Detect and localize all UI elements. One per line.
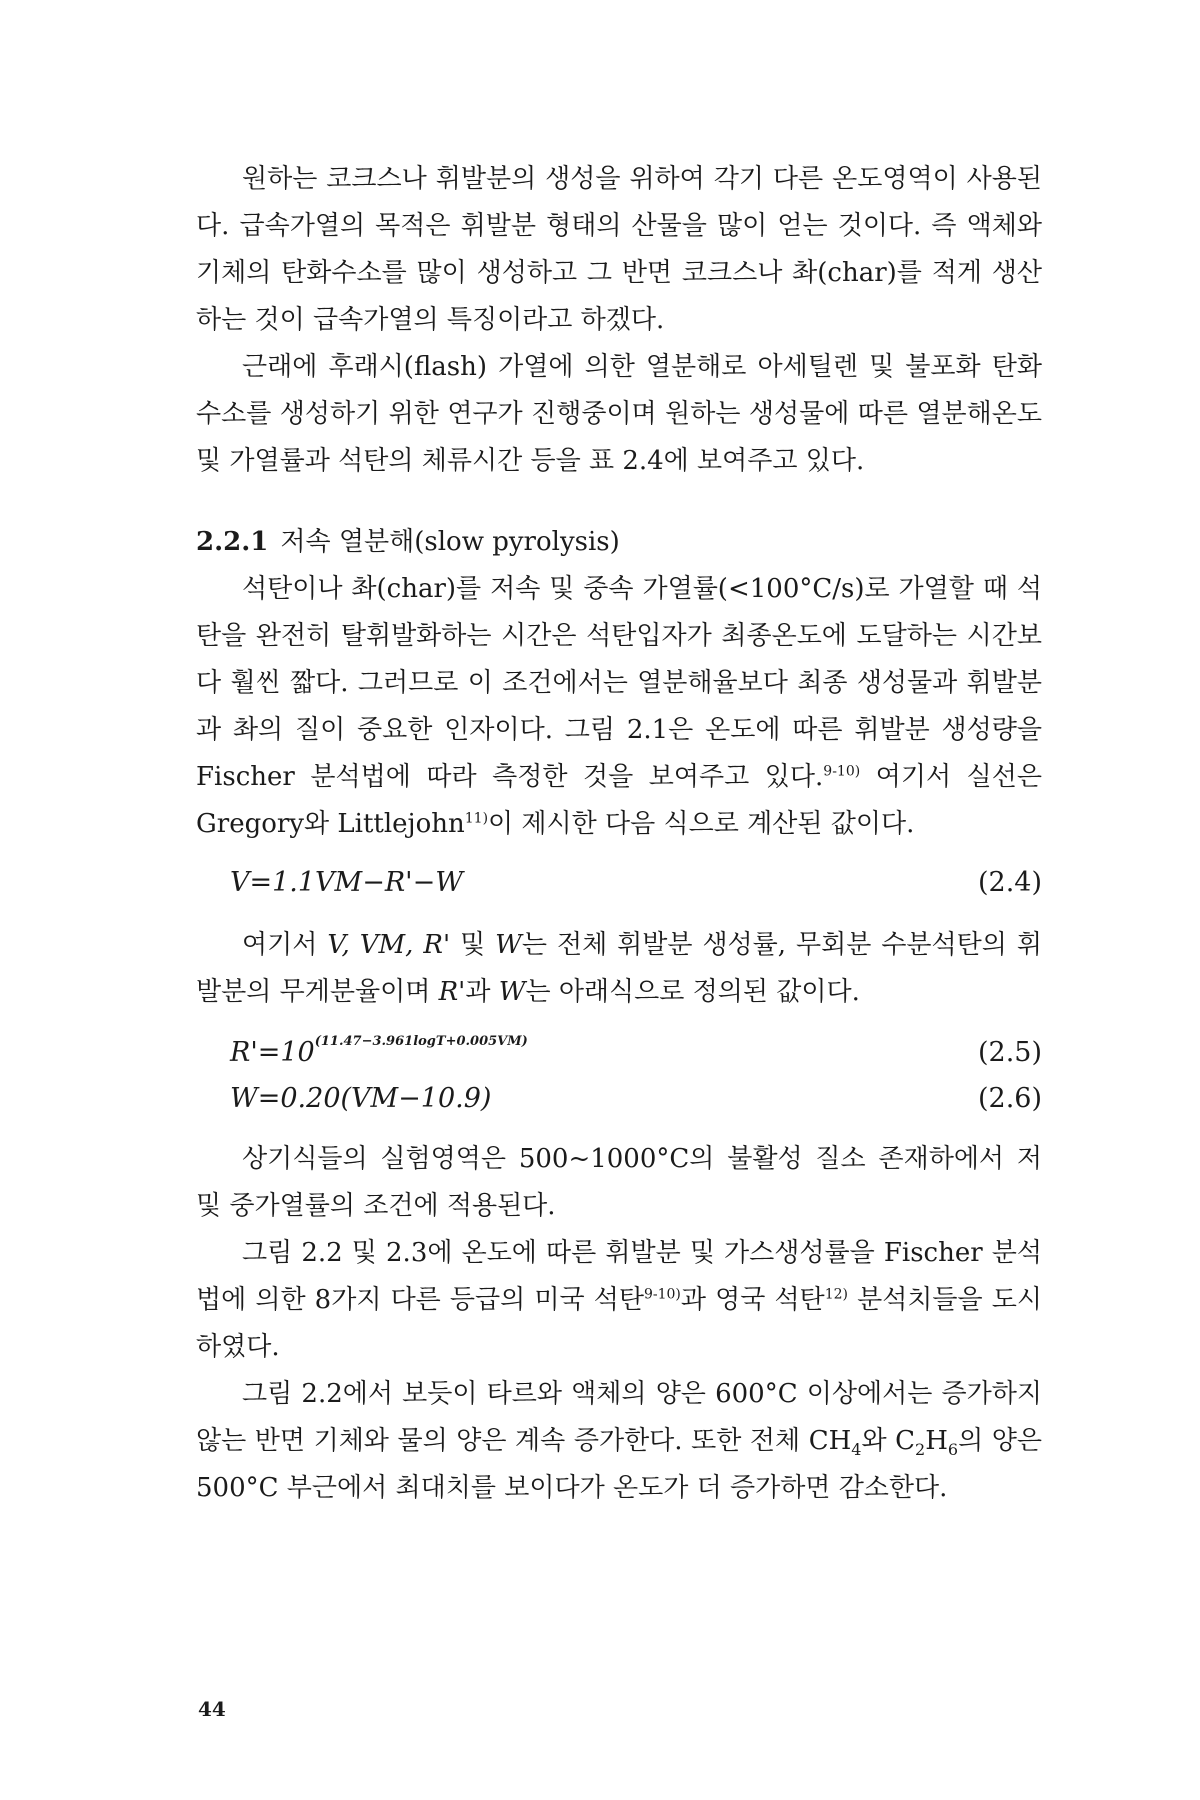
paragraph-4-text-b: 및 [450,930,496,960]
equation-expression: V=1.1VM−R'−W [230,867,463,898]
variable: W [495,930,522,960]
equation-exponent: (11.47−3.961logT+0.005VM) [314,1034,528,1049]
paragraph-7 [196,1371,1042,1512]
paragraph-4-text-e: 는 아래식으로 정의된 값이다. [525,977,860,1007]
section-heading [196,519,1042,566]
equation-2-6 [196,1076,1042,1122]
paragraph-6-text-b: 과 영국 석탄 [680,1285,825,1315]
paragraph-3-text-c: 이 제시한 다음 식으로 계산된 값이다. [488,809,915,839]
subscript: 2 [915,1440,926,1460]
paragraph-7-text-b: 와 C [861,1426,916,1456]
citation: 9-10) [823,763,861,780]
citation: 12) [824,1286,848,1303]
variable: V, VM, R' [327,930,451,960]
paragraph-4-text: 여기서 [242,930,328,960]
citation: 11) [464,810,489,827]
paragraph-7-text-c: H [925,1426,948,1456]
subscript: 4 [851,1440,862,1460]
equation-lhs: R'=10 [230,1037,315,1068]
paragraph-4-text-c: 는 전체 휘발분 생성률, 무회분 수분석탄의 휘발분의 무게분율이며 [196,930,1042,1007]
paragraph-4-text-d: 과 [465,977,499,1007]
paragraph-7-text: 그림 2.2에서 보듯이 타르와 액체의 양은 600°C 이상에서는 증가하지 않는 반면 기체와 물의 양은 계속 증가한다. 또한 전체 CH [196,1379,1042,1456]
paragraph-4 [196,922,1042,1016]
paragraph-7-text-d: 의 양은 500°C 부근에서 최대치를 보이다가 온도가 더 증가하면 감소한다. [196,1426,1042,1503]
citation: 9-10) [643,1286,681,1303]
subscript: 6 [947,1440,959,1460]
variable: R' [438,977,466,1007]
equation-2-5 [196,1030,1042,1076]
equation-expression [230,1030,528,1076]
paragraph-5: 상기식들의 실험영역은 500~1000°C의 불활성 질소 존재하에서 저 및 중가열률의 조건에 적용된다. [196,1144,1042,1221]
paragraph-3 [196,566,1042,848]
paragraph-1: 원하는 코크스나 휘발분의 생성을 위하여 각기 다른 온도영역이 사용된다. 급속가열의 목적은 휘발분 형태의 산물을 많이 얻는 것이다. 즉 액체와 기체의 탄화수소를 많이 생성하고 그 반면 코크스나 촤(char)를 적게 생산하는 것이 급속가열의 특징이라고 하겠다. [196,164,1042,335]
section-number: 2.2.1 [196,527,269,557]
paragraph-6-text-c: 분석치들을 도시하였다. [196,1285,1043,1362]
paragraph-3-text-b: 여기서 실선은 Gregory와 Littlejohn [196,762,1042,839]
equation-expression: W=0.20(VM−10.9) [230,1083,492,1114]
paragraph-2: 근래에 후래시(flash) 가열에 의한 열분해로 아세틸렌 및 불포화 탄화수소를 생성하기 위한 연구가 진행중이며 원하는 생성물에 따른 열분해온도 및 가열률과 석탄의 체류시간 등을 표 2.4에 보여주고 있다. [196,352,1042,476]
equation-2-4 [196,860,1042,906]
section-title: 저속 열분해(slow pyrolysis) [280,527,620,557]
equation-number: (2.4) [977,867,1042,898]
variable: W [498,977,526,1007]
body-text [196,156,1042,1512]
equation-number: (2.6) [977,1083,1042,1114]
equation-number: (2.5) [977,1037,1042,1068]
page-number: 44 [198,1697,226,1721]
paragraph-3-text: 석탄이나 촤(char)를 저속 및 중속 가열률(<100°C/s)로 가열할 때 석탄을 완전히 탈휘발화하는 시간은 석탄입자가 최종온도에 도달하는 시간보다 훨씬 짧다. 그러므로 이 조건에서는 열분해율보다 최종 생성물과 휘발분과 촤의 질이 중요한 인자이다. 그림 2.1은 온도에 따른 휘발분 생성량을 Fischer 분석법에 따라 측정한 것을 보여주고 있다. [196,574,1042,792]
paragraph-6-text: 그림 2.2 및 2.3에 온도에 따른 휘발분 및 가스생성률을 Fischer 분석법에 의한 8가지 다른 등급의 미국 석탄 [196,1238,1042,1315]
paragraph-6 [196,1230,1042,1371]
